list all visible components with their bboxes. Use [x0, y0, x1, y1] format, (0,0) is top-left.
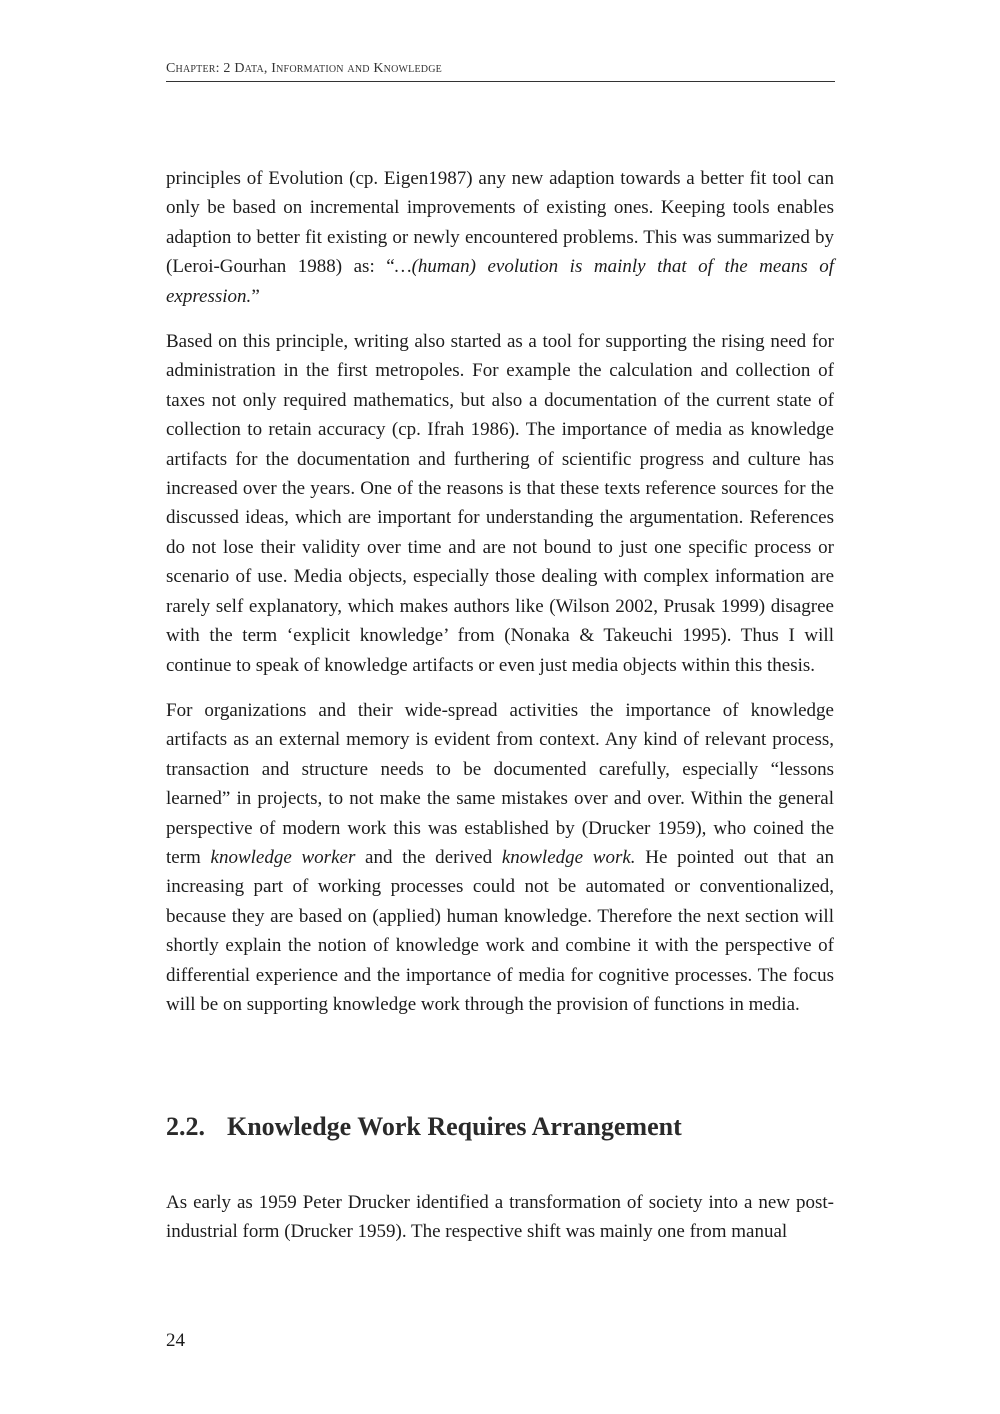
running-header-title: Chapter: 2 Data, Information and Knowledge: [166, 61, 442, 76]
closing-quote-mark: ”: [251, 285, 260, 307]
section-body: [166, 1188, 834, 1263]
paragraph-text: principles of Evolution (cp. Eigen1987) any new adaption towards a better fit tool can only be based on incremental improvements of existing ones. Keeping tools enables adaption to better fit existing or newly encountered problems. This was summarized by (Leroi-Gourhan 1988) as: “: [166, 168, 834, 278]
page-number: 24: [166, 1330, 185, 1351]
section-number: 2.2.: [166, 1112, 205, 1141]
paragraph-text: He pointed out that an increasing part of working processes could not be automated or conventionalized, because they are based on (applied) human knowledge. Therefore the next section will shortly explain the notion of knowledge work and combine it with the perspective of differential experience and the importance of media for cognitive processes. The focus will be on supporting knowledge work through the provision of functions in media.: [166, 846, 834, 1015]
paragraph-drucker: As early as 1959 Peter Drucker identified a transformation of society into a new post-industrial form (Drucker 1959). The respective shift was mainly one from manual: [166, 1192, 834, 1243]
running-header: [166, 58, 835, 82]
section-title: Knowledge Work Requires Arrangement: [227, 1112, 682, 1141]
paragraph-text: For organizations and their wide-spread activities the importance of knowledge artifacts as an external memory is evident from context. Any kind of relevant process, transaction and structure needs to be documented carefully, especially “lessons learned” in projects, to not make the same mistakes over and over. Within the general perspective of modern work this was established by (Drucker 1959), who coined the term: [166, 699, 834, 868]
term-knowledge-worker: knowledge worker: [210, 846, 356, 868]
body-text: [166, 164, 834, 1035]
paragraph-evolution: [166, 164, 834, 311]
paragraph-text: and the derived: [355, 846, 502, 868]
paragraph-writing-tool: Based on this principle, writing also started as a tool for supporting the rising need for administration in the first metropoles. For example the calculation and collection of taxes not only required mathematics, but also a documentation of the current state of collection to retain accuracy (cp. Ifrah 1986). The importance of media as knowledge artifacts for the documentation and furthering of scientific progress and culture has increased over the years. One of the reasons is that these texts reference sources for the discussed ideas, which are important for understanding the argumentation. References do not lose their validity over time and are not bound to just one specific process or scenario of use. Media objects, especially those dealing with complex information are rarely self explanatory, which makes authors like (Wilson 2002, Prusak 1999) disagree with the term ‘explicit knowledge’ from (Nonaka & Takeuchi 1995). Thus I will continue to speak of knowledge artifacts or even just media objects within this thesis.: [166, 331, 834, 676]
section-heading: [166, 1112, 834, 1142]
italic-quote: …(human) evolution is mainly that of the means of expression.: [166, 256, 834, 307]
paragraph-organizations: [166, 696, 834, 1019]
term-knowledge-work: knowledge work.: [501, 846, 636, 868]
